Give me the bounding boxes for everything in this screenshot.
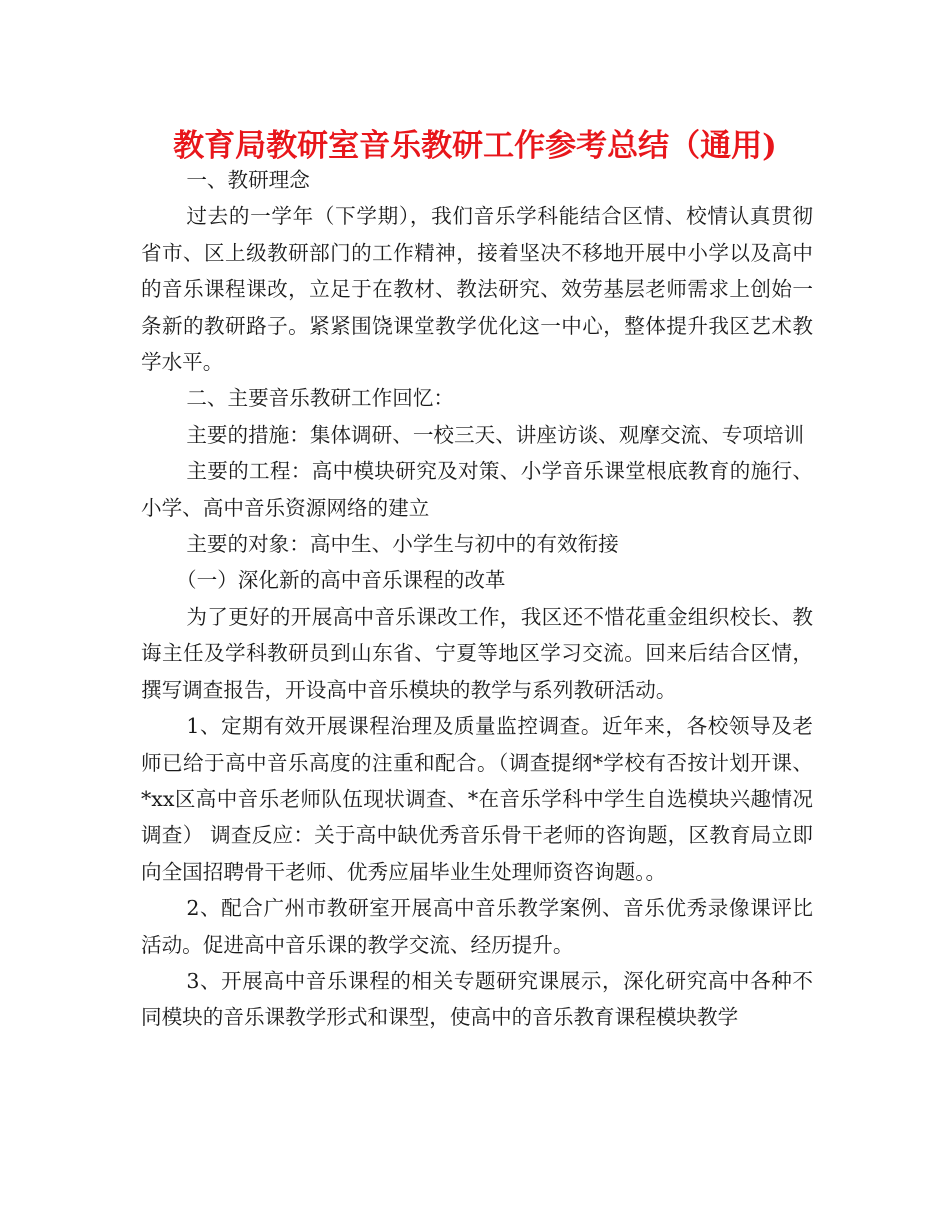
paragraph: 主要的工程：高中模块研究及对策、小学音乐课堂根底教育的施行、小学、高中音乐资源网络的建立 xyxy=(141,459,813,520)
paragraph: 2、配合广州市教研室开展高中音乐教学案例、音乐优秀录像课评比活动。促进高中音乐课的教学交流、经历提升。 xyxy=(141,896,813,957)
paragraph: 过去的一学年（下学期），我们音乐学科能结合区情、校情认真贯彻省市、区上级教研部门的工作精神，接着坚决不移地开展中小学以及高中的音乐课程课改，立足于在教材、教法研究、效劳基层老师需求上创始一条新的教研路子。紧紧围饶课堂教学优化这一中心，整体提升我区艺术教学水平。 xyxy=(141,204,813,375)
document-title: 教育局教研室音乐教研工作参考总结（通用) xyxy=(173,128,777,164)
document-body xyxy=(141,162,813,1036)
paragraph: 为了更好的开展高中音乐课改工作，我区还不惜花重金组织校长、教诲主任及学科教研员到山东省、宁夏等地区学习交流。回来后结合区情，撰写调查报告，开设高中音乐模块的教学与系列教研活动。 xyxy=(141,604,813,702)
subsection-heading: （一）深化新的高中音乐课程的改革 xyxy=(176,568,506,593)
paragraph: 3、开展高中音乐课程的相关专题研究课展示，深化研究高中各种不同模块的音乐课教学形式和课型，使高中的音乐教育课程模块教学 xyxy=(141,968,813,1030)
section-heading: 二、主要音乐教研工作回忆： xyxy=(186,386,455,411)
paragraph: 1、定期有效开展课程治理及质量监控调查。近年来，各校领导及老师已给于高中音乐高度的注重和配合。（调查提纲*学校有否按计划开课、*xx区高中音乐老师队伍现状调查、*在音乐学科中学生自选模块兴趣情况调查） 调查反应：关于高中缺优秀音乐骨干老师的咨询题，区教育局立即向全国招聘骨干老师、优秀应届毕业生处理师资咨询题。。 xyxy=(141,714,813,884)
paragraph: 主要的对象：高中生、小学生与初中的有效衔接 xyxy=(186,532,619,557)
paragraph: 主要的措施：集体调研、一校三天、讲座访谈、观摩交流、专项培训 xyxy=(186,422,805,447)
section-heading: 一、教研理念 xyxy=(186,168,310,192)
